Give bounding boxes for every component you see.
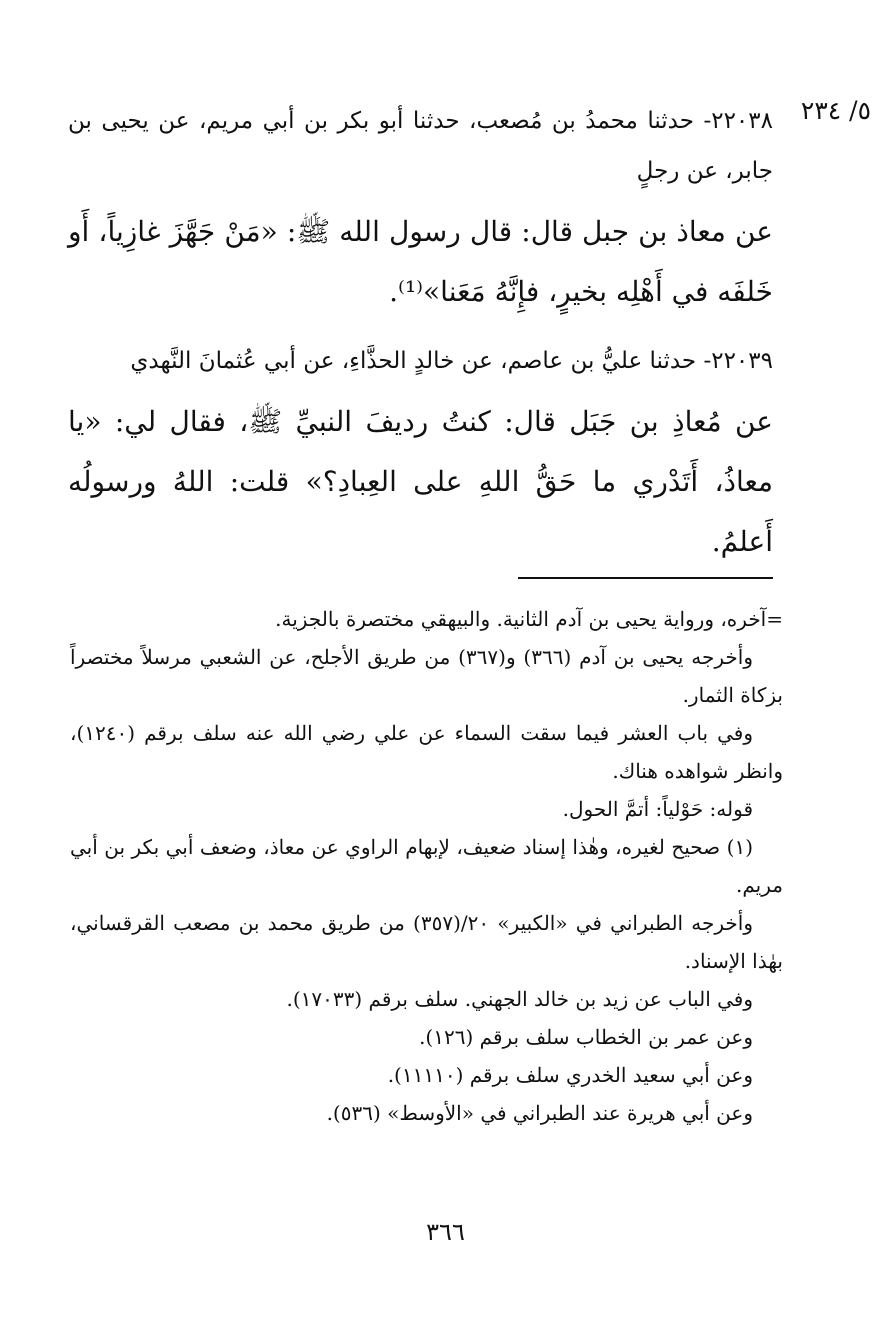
footnote-list-item: وعن أبي سعيد الخدري سلف برقم (١١١١٠).: [387, 1063, 753, 1087]
main-text: [68, 96, 773, 572]
footnote-list-item: وعن عمر بن الخطاب سلف برقم (١٢٦).: [419, 1025, 753, 1049]
hadith-22039-matn: عن مُعاذِ بن جَبَل قال: كنتُ رديفَ النبيِّ ﷺ، فقال لي: «يا معاذُ، أَتَدْري ما حَقُّ اللهِ على العِبادِ؟» قلت: اللهُ ورسولُه أَعلمُ.: [68, 405, 773, 558]
footnote-continuation: =آخره، ورواية يحيى بن آدم الثانية. والبيهقي مختصرة بالجزية.: [275, 607, 783, 631]
footnote-reference-list: [70, 980, 753, 1132]
page-number: ٣٦٦: [426, 1218, 465, 1246]
footnote-list-item: وفي الباب عن زيد بن خالد الجهني. سلف برقم (١٧٠٣٣).: [286, 987, 753, 1011]
footnote-list-item: وعن أبي هريرة عند الطبراني في «الأوسط» (٥٣٦).: [326, 1101, 753, 1125]
footnote-paragraph: وأخرجه يحيى بن آدم (٣٦٦) و(٣٦٧) من طريق الأجلح، عن الشعبي مرسلاً مختصراً بزكاة الثمار.: [70, 645, 783, 707]
footnote-paragraph: وأخرجه الطبراني في «الكبير» ٢٠/(٣٥٧) من طريق محمد بن مصعب القرقساني، بهٰذا الإسناد.: [70, 911, 783, 973]
volume-page-marker: ٥/ ٢٣٤: [800, 96, 871, 125]
footnote-paragraph: وفي باب العشر فيما سقت السماء عن علي رضي الله عنه سلف برقم (١٢٤٠)، وانظر شواهده هناك.: [70, 721, 783, 783]
hadith-22038-isnad: ٢٢٠٣٨- حدثنا محمدُ بن مُصعب، حدثنا أبو بكر بن أبي مريم، عن يحيى بن جابر، عن رجلٍ: [68, 108, 773, 184]
hadith-22038-matn: عن معاذ بن جبل قال: قال رسول الله ﷺ: «مَنْ جَهَّزَ غازِياً، أَو خَلفَه في أَهْلِه بخيرٍ، فإِنَّهُ مَعَنا»⁽¹⁾.: [68, 215, 773, 308]
footnote-separator: [518, 577, 773, 579]
footnote-paragraph: قوله: حَوْلياً: أتمَّ الحول.: [562, 797, 753, 821]
footnote-1: (١) صحيح لغيره، وهٰذا إسناد ضعيف، لإبهام الراوي عن معاذ، وضعف أبي بكر بن أبي مريم.: [70, 835, 783, 897]
hadith-22039-isnad: ٢٢٠٣٩- حدثنا عليُّ بن عاصم، عن خالدٍ الحذَّاءِ، عن أبي عُثمانَ النَّهدي: [130, 348, 773, 374]
footnotes: [70, 600, 783, 1132]
